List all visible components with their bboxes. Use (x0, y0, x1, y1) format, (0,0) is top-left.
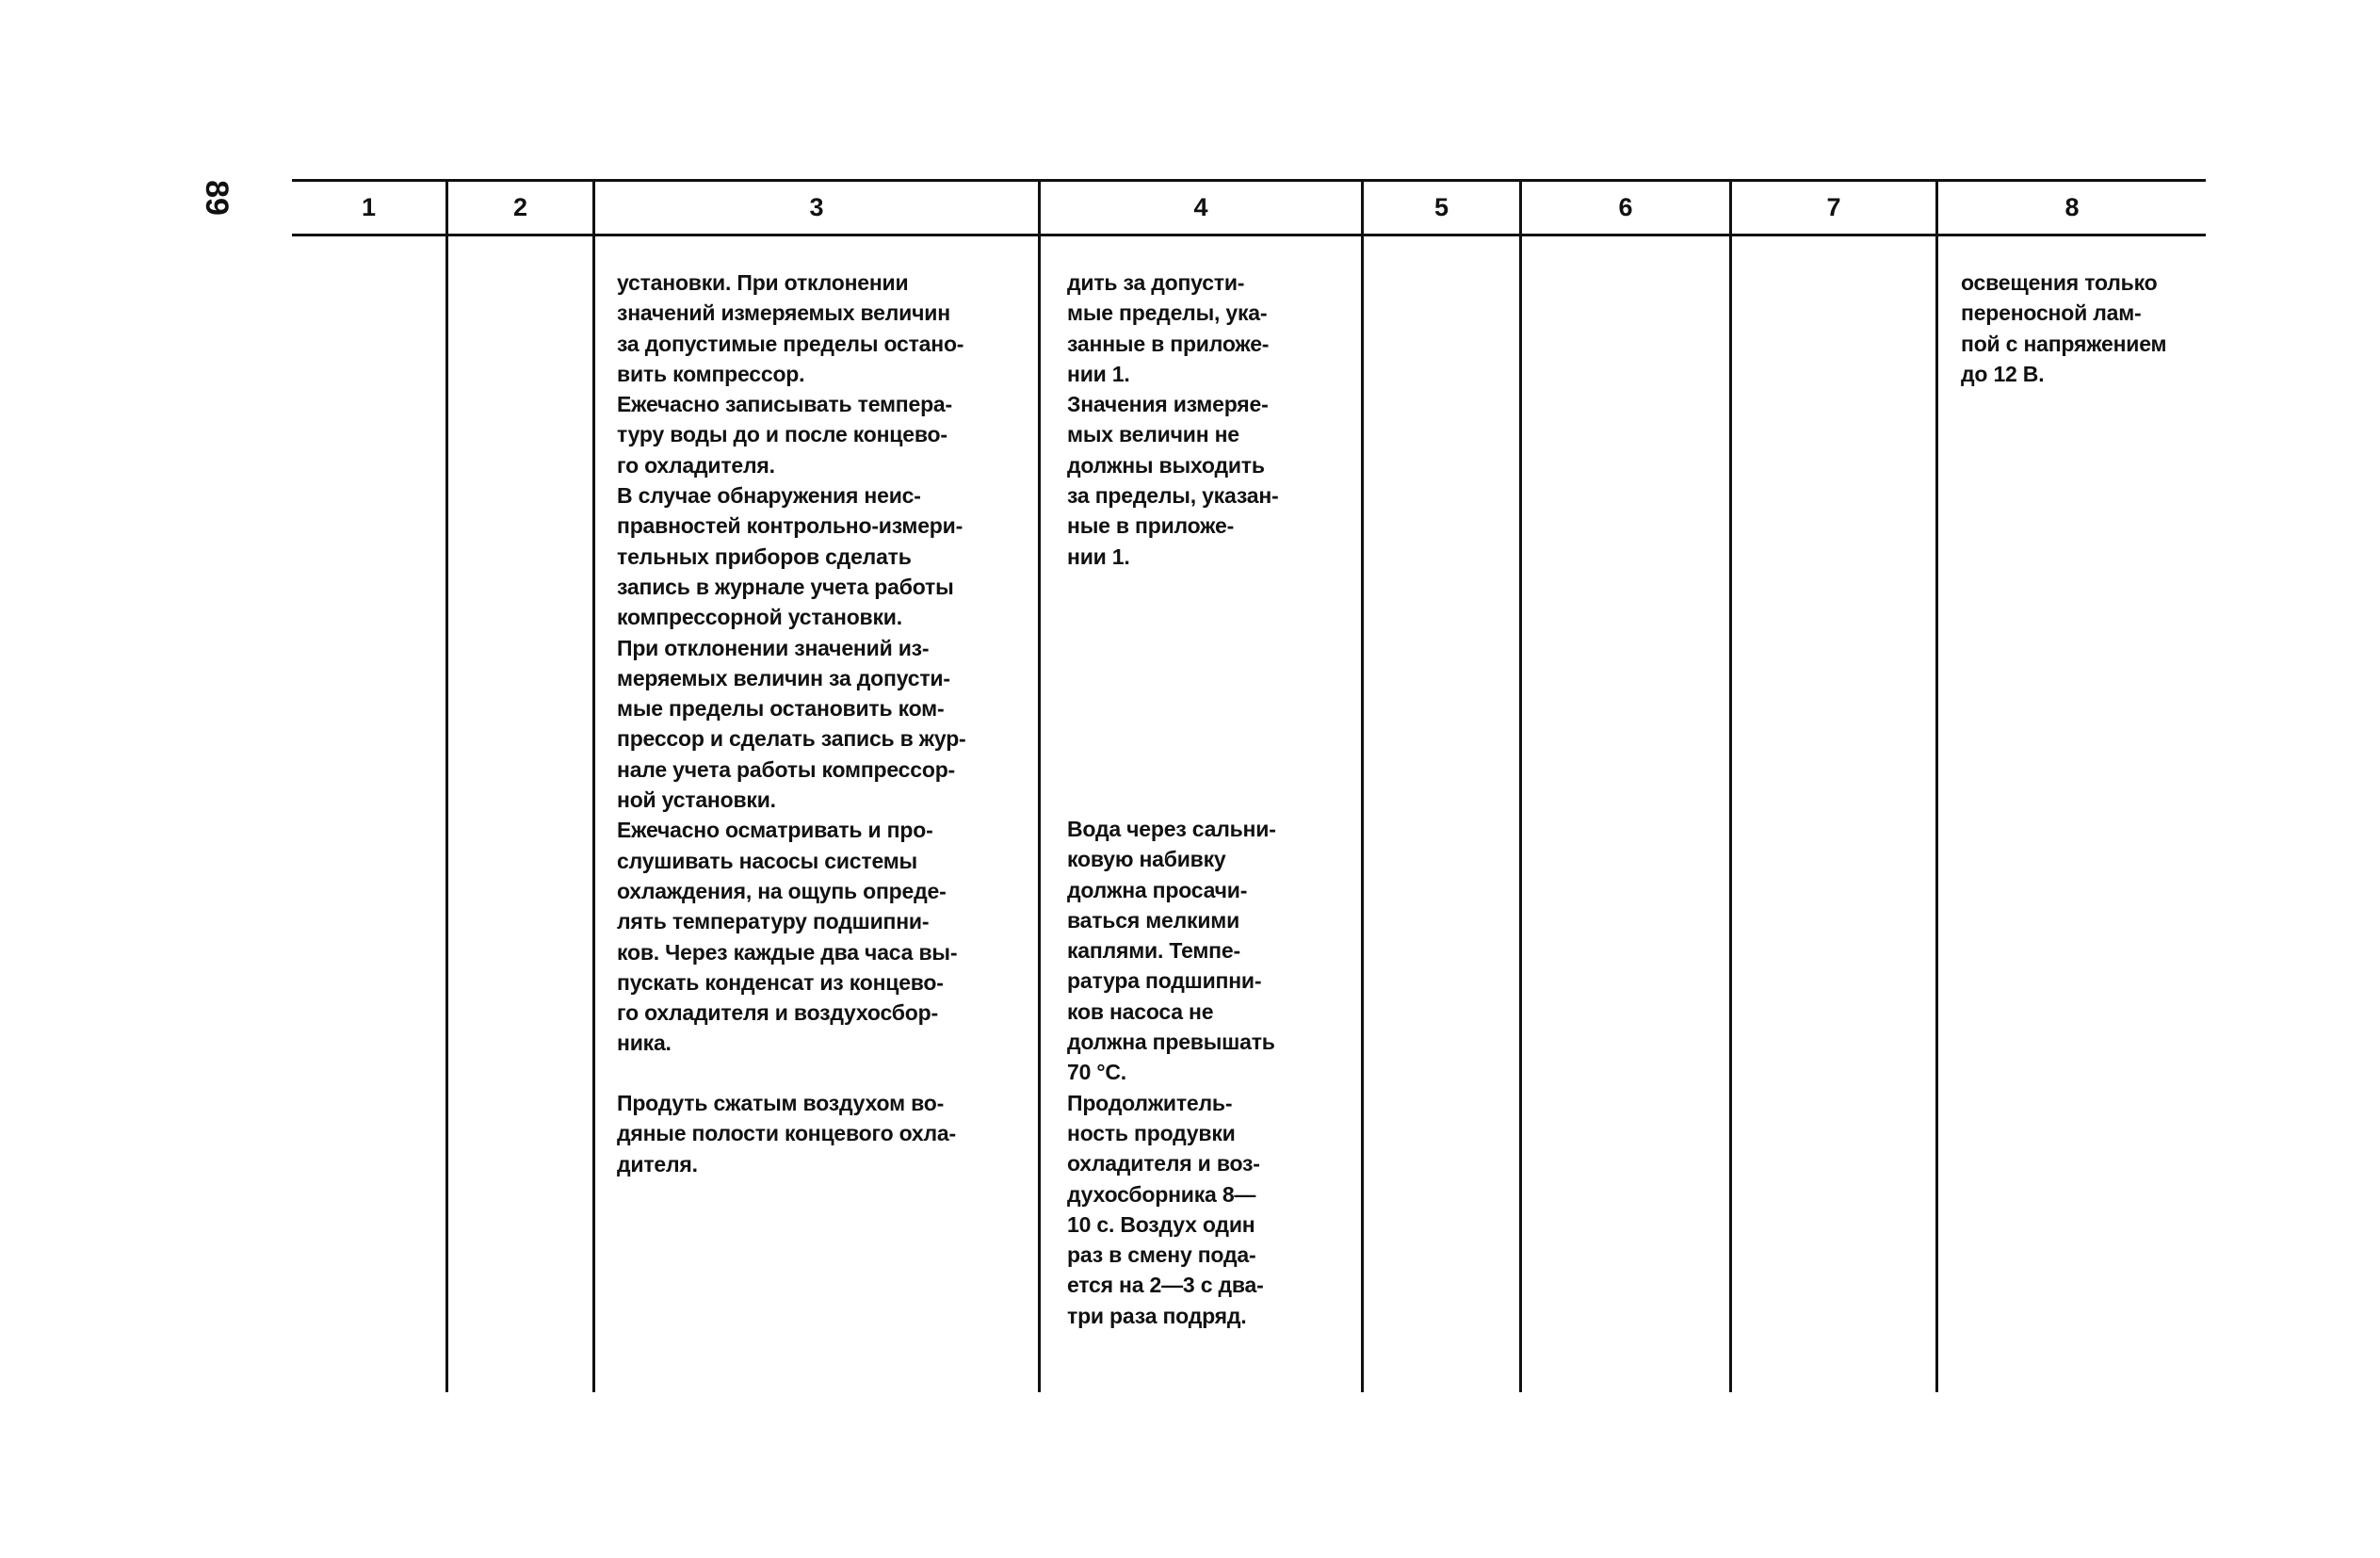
column-header-4: 4 (1193, 193, 1208, 221)
column-3-text-lower: Продуть сжатым воздухом во- дяные полости концевого охла- дителя. (617, 1091, 956, 1177)
table-header-rule (292, 234, 2206, 236)
column-divider (1519, 179, 1522, 1392)
column-header-3: 3 (809, 193, 824, 221)
column-header-2: 2 (512, 193, 528, 221)
column-8-text: освещения только переносной лам- пой с напряжением до 12 В. (1961, 270, 2167, 386)
column-header-7: 7 (1826, 193, 1841, 221)
column-divider (1729, 179, 1732, 1392)
column-4-text-upper: дить за допусти- мые пределы, ука- занные в приложе- нии 1. Значения измеряе- мых величин не должны выходить за пределы, указан- ные в приложе- нии 1. (1067, 270, 1279, 569)
column-header-6: 6 (1618, 193, 1633, 221)
column-header-5: 5 (1433, 193, 1449, 221)
column-divider (1038, 179, 1041, 1392)
column-4-text-lower: Вода через сальни- ковую набивку должна просачи- ваться мелкими каплями. Темпе- ратура подшипни- ков насоса не должна превышать 70 °С. Продолжитель- ность продувки охладителя и воз- духосборника 8— 10 с. Воздух один раз в смену пода- ется на 2—3 с два- три раза подряд. (1067, 817, 1276, 1328)
column-3-text-upper: установки. При отклонении значений измеряемых величин за допустимые пределы остано- вить компрессор. Ежечасно записывать темпера- туру воды до и после концево- го охладителя. В случае обнаружения неис- правностей контрольно-измери- тельных приборов сделать запись в журнале учета работы компрессорной установки. При отклонении значений из- меряемых величин за допусти- мые пределы остановить ком- прессор и сделать запись в жур- нале учета работы компрессор- ной установки. Ежечасно осматривать и про- слушивать насосы системы охлаждения, на ощупь опреде- лять температуру подшипни- ков. Через каждые два часа вы- пускать конденсат из концево- го охладителя и воздухосбор- ника. (617, 270, 966, 1056)
column-divider (592, 179, 595, 1392)
column-divider (1935, 179, 1938, 1392)
column-header-8: 8 (2064, 193, 2080, 221)
column-divider (445, 179, 448, 1392)
column-header-1: 1 (361, 193, 377, 221)
page-number: 89 (199, 180, 235, 216)
column-divider (1361, 179, 1364, 1392)
